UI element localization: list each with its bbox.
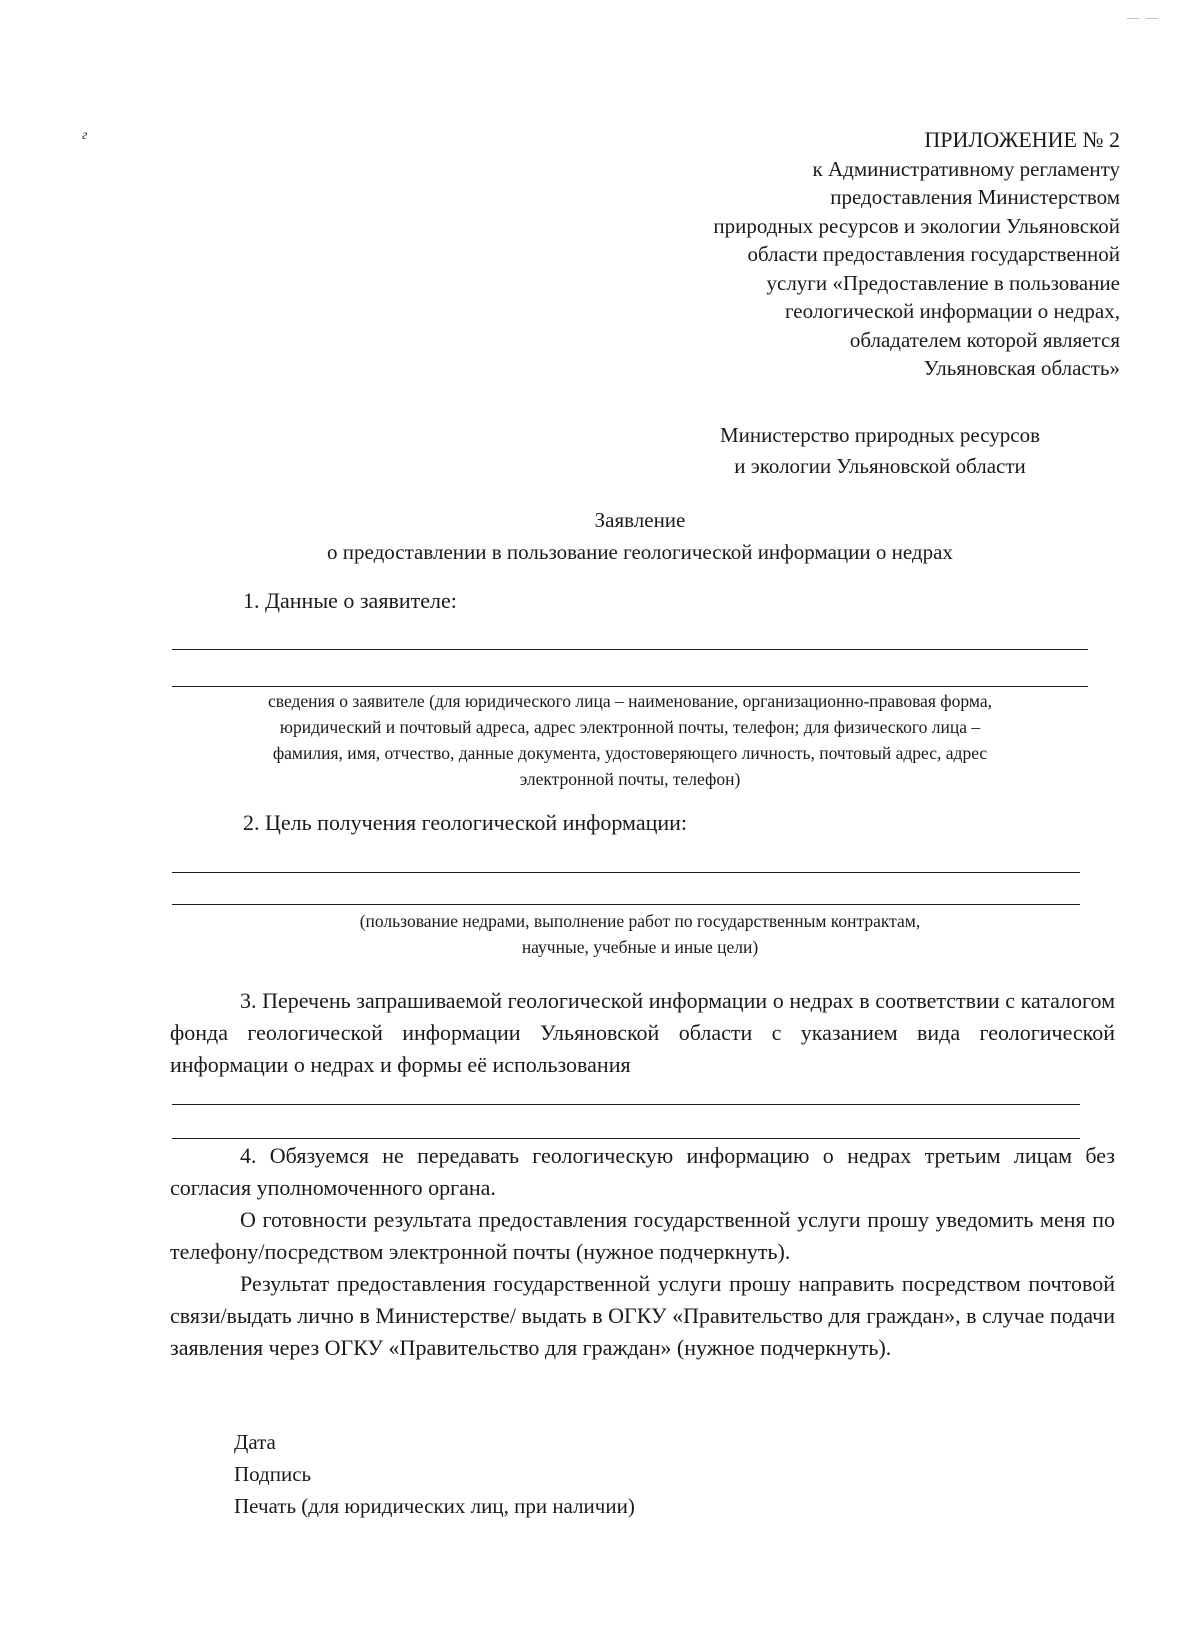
- delivery-text: Результат предоставления государственной услуги прошу направить посредством почтовой связи/выдать лично в Министерстве/ выдать в ОГКУ «Правительство для граждан», в случае подачи заявления через ОГКУ «Правительство для граждан» (нужное подчеркнуть).: [170, 1271, 1115, 1360]
- notification-text: О готовности результата предоставления государственной услуги прошу уведомить меня по телефону/посредством электронной почты (нужное подчеркнуть).: [170, 1207, 1115, 1264]
- appendix-line: природных ресурсов и экологии Ульяновской: [713, 213, 1120, 238]
- addressee-line: и экологии Ульяновской области: [734, 454, 1026, 478]
- hint-line: научные, учебные и иные цели): [521, 937, 759, 957]
- stray-mark: г: [82, 128, 88, 143]
- hint-line: электронной почты, телефон): [519, 769, 741, 789]
- notification-paragraph: [170, 1204, 1115, 1268]
- stamp-label: Печать (для юридических лиц, при наличии): [234, 1494, 635, 1518]
- date-label: Дата: [234, 1430, 276, 1454]
- addressee-block: [690, 420, 1070, 482]
- section3-text: 3. Перечень запрашиваемой геологической информации о недрах в соответствии с каталогом фонда геологической информации Ульяновской области с указанием вида геологической информации о недрах и формы её использования: [170, 988, 1115, 1077]
- hint-line: юридический и почтовый адреса, адрес электронной почты, телефон; для физического лица –: [279, 717, 981, 737]
- addressee-line: Министерство природных ресурсов: [719, 423, 1040, 447]
- fill-line-purpose[interactable]: [172, 904, 1080, 905]
- section2-hint: [280, 908, 1000, 960]
- hint-line: (пользование недрами, выполнение работ по государственным контрактам,: [359, 911, 921, 931]
- signature-label: Подпись: [234, 1462, 312, 1486]
- hint-line: фамилия, имя, отчество, данные документа, удостоверяющего личность, почтовый адрес, адрес: [272, 743, 988, 763]
- appendix-line: услуги «Предоставление в пользование: [766, 270, 1120, 295]
- fill-line-purpose[interactable]: [172, 872, 1080, 873]
- document-title: [170, 504, 1110, 568]
- fill-line-list[interactable]: [172, 1104, 1080, 1105]
- fill-line-applicant[interactable]: [172, 686, 1088, 687]
- appendix-line: геологической информации о недрах,: [784, 299, 1120, 323]
- title-subline: о предоставлении в пользование геологической информации о недрах: [327, 540, 953, 564]
- section4-text: 4. Обязуемся не передавать геологическую информацию о недрах третьим лицам без согласия уполномоченного органа.: [170, 1143, 1115, 1200]
- appendix-line: области предоставления государственной: [747, 242, 1120, 266]
- hint-line: сведения о заявителе (для юридического лица – наименование, организационно-правовая форма,: [268, 691, 992, 711]
- delivery-paragraph: [170, 1268, 1115, 1364]
- appendix-line: обладателем которой является: [849, 327, 1120, 352]
- section4-paragraph: [170, 1140, 1115, 1204]
- appendix-block: [560, 126, 1120, 383]
- scan-artifact: — —: [1127, 10, 1160, 24]
- signature-block: [234, 1426, 635, 1522]
- fill-line-list[interactable]: [172, 1138, 1080, 1139]
- title-line: Заявление: [594, 508, 686, 532]
- section1-heading: 1. Данные о заявителе:: [243, 588, 457, 613]
- appendix-line: к Административному регламенту: [812, 156, 1120, 181]
- section3-paragraph: [170, 985, 1115, 1081]
- fill-line-applicant[interactable]: [172, 649, 1088, 650]
- appendix-heading: ПРИЛОЖЕНИЕ № 2: [924, 127, 1120, 152]
- section2-heading: 2. Цель получения геологической информации:: [243, 810, 688, 835]
- appendix-line: предоставления Министерством: [830, 185, 1120, 209]
- appendix-line: Ульяновская область»: [923, 356, 1120, 380]
- section1-hint: [160, 688, 1100, 792]
